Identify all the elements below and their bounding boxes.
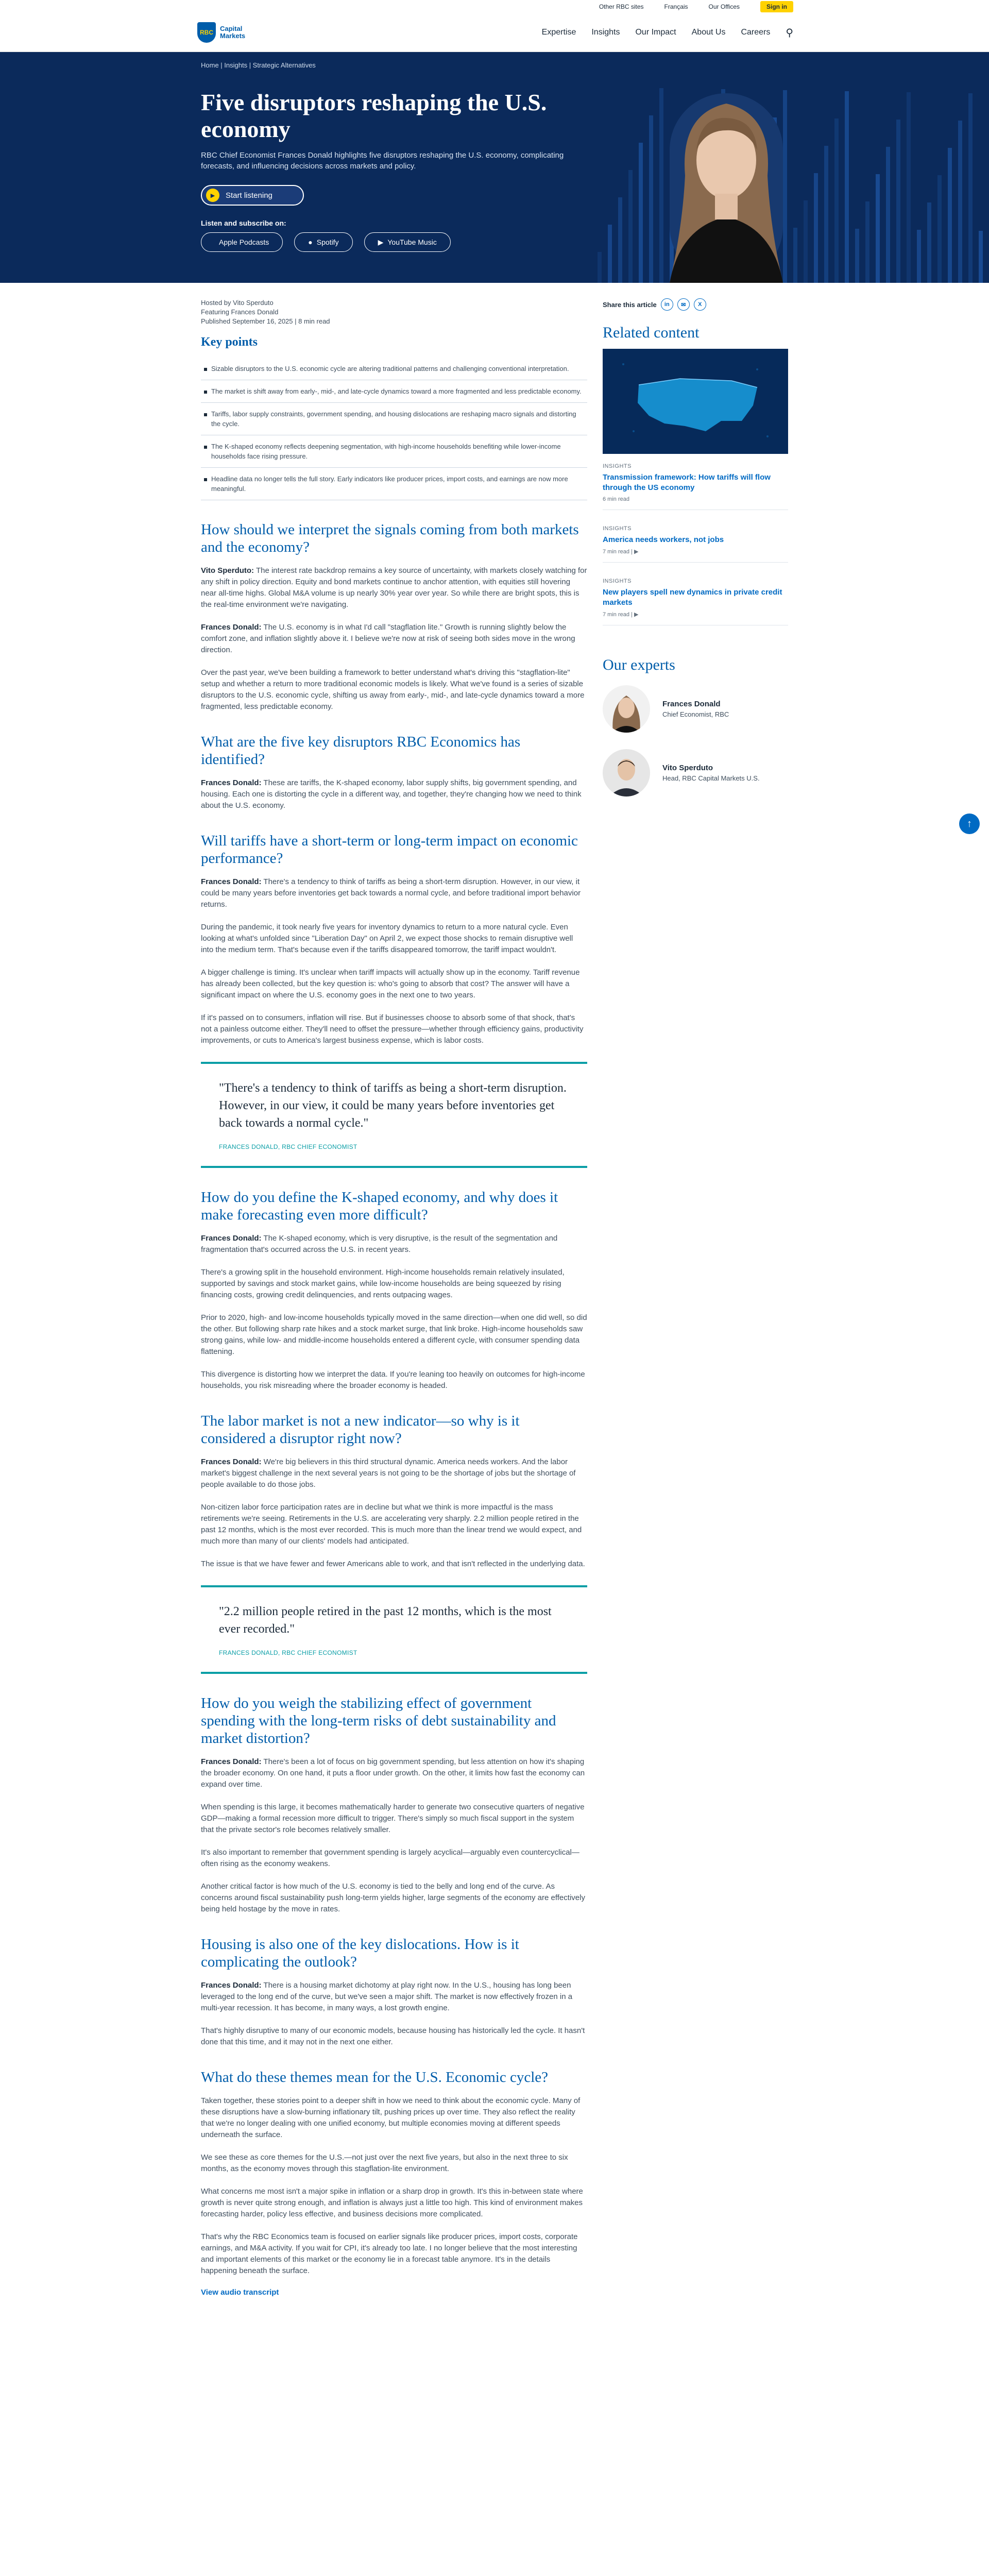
paragraph: [201, 1881, 587, 1915]
nav-link-careers[interactable]: Careers: [741, 28, 771, 37]
paragraph: [201, 2025, 587, 2048]
section-heading: What do these themes mean for the U.S. Economic cycle?: [201, 2069, 549, 2086]
spotify-icon: ●: [308, 238, 313, 246]
expert-avatar: [603, 685, 650, 733]
hero-banner: [0, 52, 989, 283]
paragraph-text: Non-citizen labor force participation rates are in decline but what we think is more impactful is the mass retirements we're seeing. Retirements in the U.S. are accelerating very sharply. 2.2 million people retired in the past 12 months, which is the most ever recorded. This is much more than the linear trend we would expect, and much more than many of our clients' models had anticipated.: [201, 1503, 582, 1546]
nav-link-insights[interactable]: Insights: [591, 28, 620, 37]
related-item[interactable]: [603, 518, 788, 563]
related-category: INSIGHTS: [603, 526, 632, 532]
paragraph-text: That's why the RBC Economics team is focused on earlier signals like producer prices, import costs, corporate earnings, and M&A activity. If you wait for CPI, it's already too late. I no longer believe that the most interesting and important elements of this market or the economy lie in a forecast table anymore. It's in the details happening beneath the surface.: [201, 2232, 578, 2275]
paragraph: [201, 2095, 587, 2141]
apple-podcasts-label: Apple Podcasts: [219, 238, 269, 246]
sign-in-button[interactable]: Sign in: [760, 1, 793, 12]
host-line: Hosted by Vito Sperduto: [201, 299, 274, 307]
paragraph: [201, 622, 587, 656]
section-heading: How do you define the K-shaped economy, and why does it make forecasting even more difficult?: [201, 1189, 558, 1223]
related-category: INSIGHTS: [603, 578, 632, 584]
related-item[interactable]: [603, 456, 788, 510]
paragraph-text: This divergence is distorting how we interpret the data. If you're leaning too heavily on outcomes for high-income households, you risk misreading where the broader economy is headed.: [201, 1370, 585, 1390]
quote-source: FRANCES DONALD, RBC CHIEF ECONOMIST: [219, 1143, 357, 1150]
related-meta: 7 min read | ▶: [603, 612, 639, 618]
logo-text: Capital Markets: [220, 25, 246, 40]
experts-list: [603, 685, 788, 796]
paragraph: [201, 1267, 587, 1301]
hero-subtitle: RBC Chief Economist Frances Donald highlights five disruptors reshaping the U.S. economy, complicating forecasts, and influencing decisions across markets and policy.: [201, 151, 564, 171]
section-heading: Will tariffs have a short-term or long-term impact on economic performance?: [201, 833, 578, 867]
paragraph-text: These are tariffs, the K-shaped economy, labor supply shifts, big government spending, and housing. Each one is distorting the cycle in a different way, and together, they're changing how we need to think about the U.S. economy.: [201, 778, 582, 810]
article-sections: [201, 521, 587, 2277]
article-content: [0, 283, 989, 2576]
paragraph: [201, 1502, 587, 1547]
sidebar: [603, 298, 788, 813]
paragraph-text: The issue is that we have fewer and fewer Americans able to work, and that isn't reflected in the underlying data.: [201, 1560, 585, 1568]
paragraph: [201, 1802, 587, 1836]
related-title[interactable]: America needs workers, not jobs: [603, 535, 724, 544]
paragraph-text: There's a tendency to think of tariffs as being a short-term disruption. However, in our view, it could be many years before inventories get back towards a normal cycle, and before traditional import behavior returns.: [201, 877, 581, 909]
linkedin-icon[interactable]: in: [661, 298, 673, 311]
article-main: [201, 298, 587, 2297]
paragraph: [201, 2231, 587, 2277]
spotify-button[interactable]: [294, 232, 352, 252]
scroll-up-button[interactable]: ↑: [959, 814, 980, 834]
offices-link[interactable]: Our Offices: [708, 3, 740, 10]
published-line: Published September 16, 2025 | 8 min read: [201, 317, 330, 325]
key-point-item: Sizable disruptors to the U.S. economic cycle are altering traditional patterns and challenging conventional interpretation.: [201, 358, 587, 380]
paragraph: [201, 2152, 587, 2175]
speaker-name: Frances Donald:: [201, 1234, 262, 1243]
expert-avatar: [603, 749, 650, 796]
expert-role: Chief Economist, RBC: [662, 710, 729, 718]
section-heading: The labor market is not a new indicator—so why is it considered a disruptor right now?: [201, 1413, 520, 1447]
speaker-name: Frances Donald:: [201, 1757, 262, 1766]
paragraph-text: When spending is this large, it becomes mathematically harder to generate two consecutive quarters of negative GDP—making a formal recession more difficult to trigger. There's simply so much fiscal support in the system that the private sector's role becomes relatively smaller.: [201, 1803, 585, 1834]
paragraph-text: Taken together, these stories point to a deeper shift in how we need to think about the economic cycle. Many of these disruptions have a slow-burning inflationary tilt, pushing prices up over time. They also reflect the reality that we're no longer dealing with one unified economy, but multiple economies moving at different speeds underneath the surface.: [201, 2096, 581, 2139]
key-point-item: The K-shaped economy reflects deepening segmentation, with high-income households benefiting while lower-income households face rising pressure.: [201, 435, 587, 468]
paragraph: [201, 1312, 587, 1358]
email-icon[interactable]: ✉: [677, 298, 690, 311]
nav-link-expertise[interactable]: Expertise: [541, 28, 576, 37]
quote-text: "There's a tendency to think of tariffs as being a short-term disruption. However, in our view, it could be many years before inventories get back towards a normal cycle.": [219, 1081, 567, 1130]
paragraph-text: Prior to 2020, high- and low-income households typically moved in the same direction—when one did well, so did the other. But following sharp rate hikes and a stock market surge, that link broke. High-income households saw strong gains, while low- and middle-income households entered a different cycle, with consumer spending data flattening.: [201, 1313, 587, 1356]
us-map-image[interactable]: [603, 349, 788, 454]
pull-quote: [201, 1062, 587, 1168]
paragraph-text: That's highly disruptive to many of our economic models, because housing has historically led the cycle. It hasn't done that this time, and it may not in the next one either.: [201, 2026, 585, 2046]
section-heading: How do you weigh the stabilizing effect of government spending with the long-term risks of debt sustainability and market distortion?: [201, 1695, 556, 1747]
key-point-item: Headline data no longer tells the full story. Early indicators like producer prices, import costs, and earnings are now more meaningful.: [201, 468, 587, 500]
paragraph-text: The interest rate backdrop remains a key source of uncertainty, with markets closely watching for any shift in policy direction. Equity and bond markets continue to anchor attention, with equities still hovering near all-time highs. Global M&A volume is up nearly 30% year over year. So while there are bright spots, this is the real-time environment we're navigating.: [201, 566, 587, 609]
paragraph: [201, 2186, 587, 2220]
paragraph-text: There's a growing split in the household environment. High-income households remain relatively insulated, supported by savings and stock market gains, while low-income households are being squeezed by rising financing costs, growing credit delinquencies, and rents outpacing wages.: [201, 1268, 565, 1299]
paragraph-text: We're big believers in this third structural dynamic. America needs workers. And the labor market's biggest challenge in the next several years is not going to be the shortage of jobs but the shortage of people available to do those jobs.: [201, 1458, 576, 1489]
nav-link-our-impact[interactable]: Our Impact: [635, 28, 676, 37]
speaker-name: Frances Donald:: [201, 623, 262, 632]
youtube-music-button[interactable]: [364, 232, 451, 252]
paragraph-text: Another critical factor is how much of the U.S. economy is tied to the belly and long end of the curve. As concerns around fiscal sustainability push long-term yields higher, large segments of the economy are effectively being held hostage by the move in rates.: [201, 1882, 585, 1913]
other-sites-link[interactable]: Other RBC sites: [599, 3, 644, 10]
pull-quote: [201, 1585, 587, 1674]
section-heading: Housing is also one of the key dislocations. How is it complicating the outlook?: [201, 1936, 519, 1970]
related-title[interactable]: New players spell new dynamics in private credit markets: [603, 588, 782, 607]
play-icon: ▶: [206, 189, 219, 202]
main-nav: [0, 13, 989, 52]
language-link[interactable]: Français: [664, 3, 688, 10]
paragraph-text: If it's passed on to consumers, inflation will rise. But if businesses choose to absorb some of that shock, that's not a painless outcome either. They'll need to offset the pressure—whether through efficiency gains, productivity improvements, or cuts to America's largest business expense, which is labor costs.: [201, 1013, 584, 1045]
key-points-title: Key points: [201, 335, 258, 349]
rbc-logo[interactable]: [197, 22, 256, 43]
paragraph-text: A bigger challenge is timing. It's unclear when tariff impacts will actually show up in the economy. Tariff revenue has already been collected, but the key question is: who's going to absorb that cost? The answer will have a significant impact on where the U.S. economy goes in the next one to two years.: [201, 968, 580, 999]
share-label: Share this article: [603, 300, 657, 309]
x-icon[interactable]: X: [694, 298, 706, 311]
related-list: [603, 456, 788, 625]
speaker-name: Frances Donald:: [201, 778, 262, 787]
section-heading: How should we interpret the signals coming from both markets and the economy?: [201, 521, 579, 555]
key-point-item: Tariffs, labor supply constraints, government spending, and housing dislocations are reshaping macro signals and distorting the cycle.: [201, 403, 587, 435]
key-points-list: [201, 358, 587, 500]
apple-podcasts-button[interactable]: [201, 232, 283, 252]
share-bar: [603, 298, 788, 311]
featuring-line: Featuring Frances Donald: [201, 308, 279, 316]
breadcrumb[interactable]: Home | Insights | Strategic Alternatives: [201, 61, 316, 69]
quote-text: "2.2 million people retired in the past 12 months, which is the most ever recorded.": [219, 1605, 552, 1636]
paragraph-text: There is a housing market dichotomy at play right now. In the U.S., housing has long been leveraged to the long end of the curve, but we've seen a major shift. The market is now effectively frozen in a multi-year recession. It has become, in many ways, a lost growth engine.: [201, 1981, 573, 2012]
key-point-item: The market is shift away from early-, mid-, and late-cycle dynamics toward a more fragmented and less predictable economy.: [201, 380, 587, 403]
youtube-music-icon: ▶: [378, 238, 384, 246]
paragraph: [201, 777, 587, 811]
paragraph: [201, 876, 587, 910]
paragraph-text: We see these as core themes for the U.S.—not just over the next five years, but also in the next three to six months, as the economy moves through this stagflation-lite environment.: [201, 2153, 568, 2173]
paragraph: [201, 967, 587, 1001]
start-listening-button[interactable]: [201, 185, 304, 206]
expert-card[interactable]: [603, 685, 788, 733]
paragraph-text: There's been a lot of focus on big government spending, but less attention on how it's shaping the broader economy. On one hand, it puts a floor under growth. On the other, it limits how fast the economy can expand over time.: [201, 1757, 585, 1789]
paragraph-text: The U.S. economy is in what I'd call "stagflation lite." Growth is running slightly below the comfort zone, and inflation slightly above it. I believe we're now at risk of seeing both sides move in the wrong direction.: [201, 623, 575, 654]
paragraph-text: The K-shaped economy, which is very disruptive, is the result of the segmentation and fragmentation that's occurred across the U.S. in recent years.: [201, 1234, 558, 1254]
our-experts-title: Our experts: [603, 656, 675, 673]
paragraph: [201, 1847, 587, 1870]
paragraph: [201, 1012, 587, 1046]
paragraph: [201, 1756, 587, 1790]
paragraph: [201, 1558, 587, 1570]
nav-link-about-us[interactable]: About Us: [691, 28, 726, 37]
paragraph: [201, 1233, 587, 1256]
start-listening-label: Start listening: [226, 191, 272, 200]
expert-role: Head, RBC Capital Markets U.S.: [662, 774, 760, 782]
paragraph: [201, 922, 587, 956]
speaker-name: Frances Donald:: [201, 1981, 262, 1990]
paragraph: [201, 667, 587, 713]
paragraph: [201, 1980, 587, 2014]
page-title: Five disruptors reshaping the U.S. economy: [201, 89, 547, 142]
frances-donald-portrait: [649, 73, 804, 283]
podcast-links: [201, 232, 451, 252]
listen-subscribe-label: Listen and subscribe on:: [201, 219, 286, 227]
search-icon[interactable]: ⚲: [786, 27, 793, 39]
view-transcript-link[interactable]: View audio transcript: [201, 2288, 279, 2297]
paragraph-text: What concerns me most isn't a major spike in inflation or a sharp drop in growth. It's this in-between state where growth is never quite strong enough, and inflation is always just a little too high. This kind of environment makes forecasting harder, policy less effective, and business decisions more complicated.: [201, 2187, 583, 2218]
paragraph: [201, 565, 587, 611]
related-category: INSIGHTS: [603, 463, 632, 469]
speaker-name: Frances Donald:: [201, 877, 262, 886]
related-content-title: Related content: [603, 324, 700, 341]
section-heading: What are the five key disruptors RBC Economics has identified?: [201, 734, 521, 768]
spotify-label: Spotify: [316, 238, 339, 246]
youtube-music-label: YouTube Music: [387, 238, 437, 246]
speaker-name: Vito Sperduto:: [201, 566, 254, 575]
expert-name: Vito Sperduto: [662, 764, 713, 772]
paragraph-text: Over the past year, we've been building a framework to better understand what's driving this "stagflation-lite" setup and whether a return to more traditional economic models is likely. What we've found is a series of sizable disruptors to the U.S. economic cycle, shifting us away from early-, mid-, and late-cycle dynamics toward a more fragmented, less predictable economy.: [201, 668, 585, 711]
related-meta: 7 min read | ▶: [603, 549, 639, 555]
byline: [201, 298, 587, 326]
speaker-name: Frances Donald:: [201, 1458, 262, 1466]
paragraph: [201, 1369, 587, 1392]
paragraph-text: During the pandemic, it took nearly five years for inventory dynamics to return to a more natural cycle. Even looking at what's unfolded since "Liberation Day" on April 2, we expect those shocks to remain disruptive well into the medium term. That's because even if the tariffs disappeared tomorrow, the tariff impact wouldn't.: [201, 923, 573, 954]
expert-card[interactable]: [603, 749, 788, 796]
paragraph: [201, 1456, 587, 1490]
paragraph-text: It's also important to remember that government spending is largely acyclical—arguably even countercyclical—often rising as the economy weakens.: [201, 1848, 579, 1868]
nav-links: [542, 26, 793, 39]
quote-source: FRANCES DONALD, RBC CHIEF ECONOMIST: [219, 1649, 357, 1656]
utility-bar: [0, 0, 989, 13]
related-meta: 6 min read: [603, 496, 629, 502]
related-title[interactable]: Transmission framework: How tariffs will flow through the US economy: [603, 473, 771, 492]
rbc-shield-icon: RBC: [197, 22, 216, 43]
expert-name: Frances Donald: [662, 700, 721, 708]
related-item[interactable]: [603, 571, 788, 625]
